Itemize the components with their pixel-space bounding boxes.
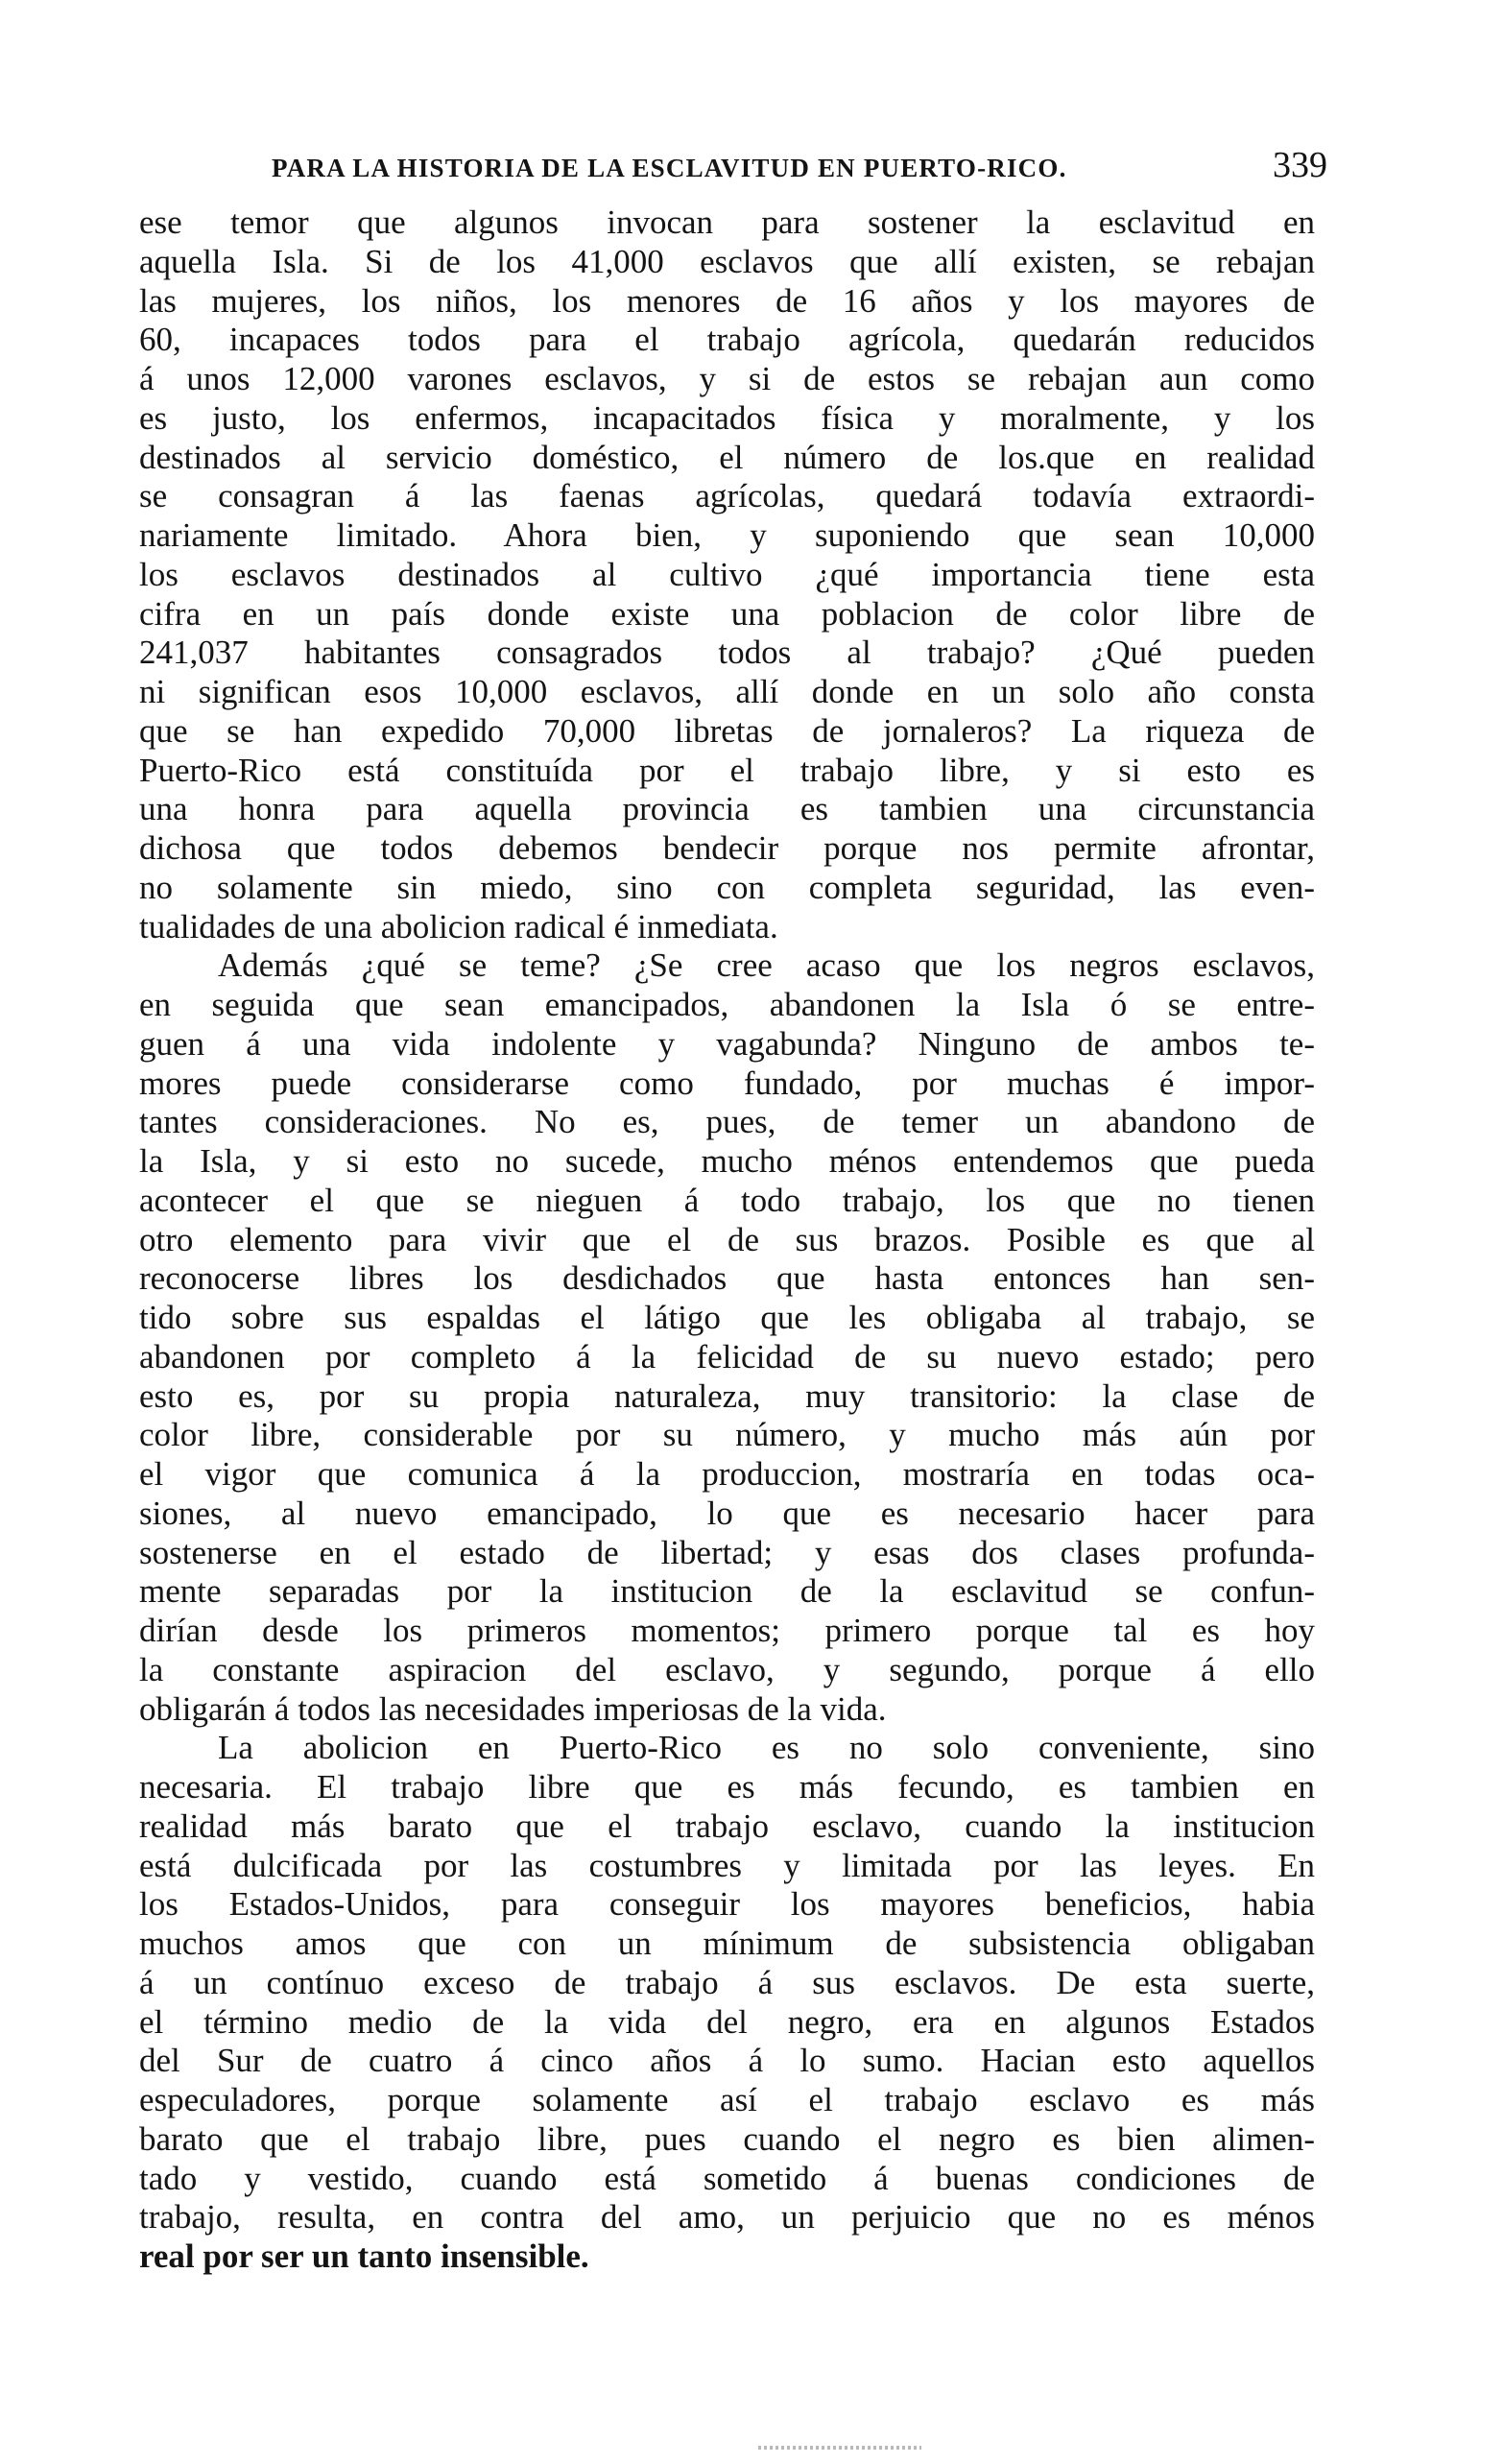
text-line: á unos 12,000 varones esclavos, y si de estos se rebajan aun como <box>139 360 1315 397</box>
paragraph-start-line: La abolicion en Puerto-Rico es no solo conveniente, sino <box>218 1729 1315 1767</box>
text-line: los esclavos destinados al cultivo ¿qué importancia tiene esta <box>139 555 1315 593</box>
text-line: destinados al servicio doméstico, el número de los.que en realidad <box>139 438 1315 476</box>
text-line: necesaria. El trabajo libre que es más fecundo, es tambien en <box>139 1768 1315 1806</box>
text-line: está dulcificada por las costumbres y limitada por las leyes. En <box>139 1846 1315 1884</box>
text-line: Puerto-Rico está constituída por el trabajo libre, y si esto es <box>139 751 1315 789</box>
text-line: esto es, por su propia naturaleza, muy transitorio: la clase de <box>139 1376 1315 1415</box>
running-head <box>272 144 1327 192</box>
page-number: 339 <box>1273 145 1327 185</box>
text-line: la Isla, y si esto no sucede, mucho ménos entendemos que pueda <box>139 1142 1315 1180</box>
text-line: á un contínuo exceso de trabajo á sus esclavos. De esta suerte, <box>139 1963 1315 2001</box>
text-line: acontecer el que se nieguen á todo trabajo, los que no tienen <box>139 1181 1315 1219</box>
running-title: PARA LA HISTORIA DE LA ESCLAVITUD EN PUERTO-RICO. <box>272 154 1067 182</box>
text-line: del Sur de cuatro á cinco años á lo sumo. Hacian esto aquellos <box>139 2042 1315 2080</box>
paragraph-end-line: obligarán á todos las necesidades imperiosas de la vida. <box>139 1689 887 1728</box>
text-line: nariamente limitado. Ahora bien, y suponiendo que sean 10,000 <box>139 516 1315 554</box>
text-line: las mujeres, los niños, los menores de 16 años y los mayores de <box>139 281 1315 320</box>
text-line: especuladores, porque solamente así el trabajo esclavo es más <box>139 2081 1315 2118</box>
paragraph-end-line: real por ser un tanto insensible. <box>139 2237 589 2275</box>
text-line: en seguida que sean emancipados, abandonen la Isla ó se entre- <box>139 986 1315 1023</box>
text-line: se consagran á las faenas agrícolas, quedará todavía extraordi- <box>139 477 1315 515</box>
paragraph-end-line: tualidades de una abolicion radical é inmediata. <box>139 907 778 945</box>
text-line: dirían desde los primeros momentos; primero porque tal es hoy <box>139 1612 1315 1649</box>
text-line: el término medio de la vida del negro, era en algunos Estados <box>139 2002 1315 2041</box>
text-line: realidad más barato que el trabajo esclavo, cuando la institucion <box>139 1806 1315 1845</box>
text-line: tado y vestido, cuando está sometido á buenas condiciones de <box>139 2159 1315 2197</box>
text-line: reconocerse libres los desdichados que hasta entonces han sen- <box>139 1259 1315 1298</box>
text-line: una honra para aquella provincia es tambien una circunstancia <box>139 790 1315 828</box>
text-line: guen á una vida indolente y vagabunda? Ninguno de ambos te- <box>139 1024 1315 1063</box>
text-line: ese temor que algunos invocan para sostener la esclavitud en <box>139 203 1315 241</box>
text-line: cifra en un país donde existe una poblacion de color libre de <box>139 594 1315 633</box>
text-line: siones, al nuevo emancipado, lo que es necesario hacer para <box>139 1494 1315 1532</box>
text-line: los Estados-Unidos, para conseguir los mayores beneficios, habia <box>139 1885 1315 1924</box>
text-line: 60, incapaces todos para el trabajo agrícola, quedarán reducidos <box>139 321 1315 359</box>
text-line: no solamente sin miedo, sino con completa seguridad, las even- <box>139 868 1315 906</box>
text-line: el vigor que comunica á la produccion, mostraría en todas oca- <box>139 1455 1315 1493</box>
scan-artifact-dashes <box>758 2446 921 2450</box>
text-line: ni significan esos 10,000 esclavos, allí donde en un solo año consta <box>139 673 1315 710</box>
text-line: abandonen por completo á la felicidad de su nuevo estado; pero <box>139 1337 1315 1376</box>
text-line: es justo, los enfermos, incapacitados física y moralmente, y los <box>139 398 1315 437</box>
text-line: tido sobre sus espaldas el látigo que les obligaba al trabajo, se <box>139 1299 1315 1336</box>
paragraph-start-line: Además ¿qué se teme? ¿Se cree acaso que los negros esclavos, <box>218 946 1315 985</box>
text-line: muchos amos que con un mínimum de subsistencia obligaban <box>139 1925 1315 1962</box>
text-line: mente separadas por la institucion de la esclavitud se confun- <box>139 1572 1315 1611</box>
text-line: que se han expedido 70,000 libretas de jornaleros? La riqueza de <box>139 711 1315 750</box>
text-line: color libre, considerable por su número, y mucho más aún por <box>139 1416 1315 1454</box>
text-line: la constante aspiracion del esclavo, y segundo, porque á ello <box>139 1650 1315 1688</box>
text-line: sostenerse en el estado de libertad; y esas dos clases profunda- <box>139 1533 1315 1571</box>
text-line: mores puede considerarse como fundado, por muchas é impor- <box>139 1064 1315 1102</box>
text-line: dichosa que todos debemos bendecir porque nos permite afrontar, <box>139 829 1315 867</box>
text-line: trabajo, resulta, en contra del amo, un perjuicio que no es ménos <box>139 2198 1315 2237</box>
text-line: otro elemento para vivir que el de sus brazos. Posible es que al <box>139 1220 1315 1258</box>
text-line: aquella Isla. Si de los 41,000 esclavos que allí existen, se rebajan <box>139 242 1315 280</box>
body-text <box>139 203 1315 2277</box>
text-line: barato que el trabajo libre, pues cuando el negro es bien alimen- <box>139 2119 1315 2158</box>
text-line: tantes consideraciones. No es, pues, de temer un abandono de <box>139 1103 1315 1141</box>
text-line: 241,037 habitantes consagrados todos al trabajo? ¿Qué pueden <box>139 634 1315 672</box>
